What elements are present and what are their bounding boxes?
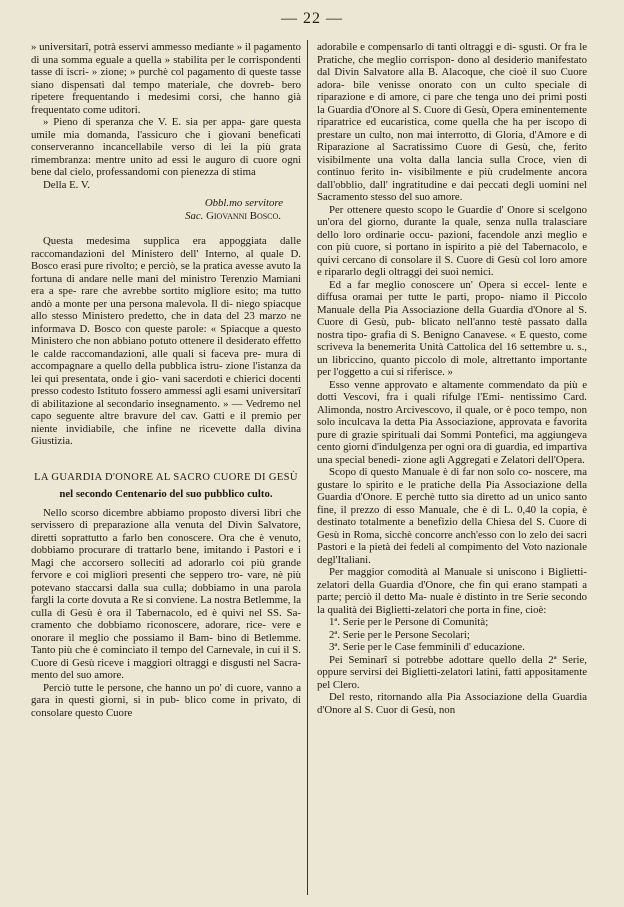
right-paragraph-7: Pei Seminarî si potrebbe adottare quello della 2ª Serie, oppure servirsi dei Biglietti-zelatori latini, fatti appositamente pel Clero. — [317, 653, 587, 691]
left-paragraph-2: » Pieno di speranza che V. E. sia per appa- gare questa umile mia domanda, l'assicuro che i giovani beneficati conserveranno incancellabile verso di lei la più grata rimembranza: mentre unito ad essi le auguro di cuore ogni bene dal cielo, professandomi con pienezza di stima — [31, 116, 301, 178]
closing-formula: Della E. V. — [43, 178, 90, 191]
column-divider — [307, 40, 308, 895]
left-paragraph-5: Nello scorso dicembre abbiamo proposto diversi libri che servissero di preparazione alla venuta del Divin Salvatore, diretti soprattutto a farlo ben conoscere. Ora che è venuto, dobbiamo procurare di trattarlo bene, imitando i Pastori e i Magi che accorsero solleciti ad adorarlo coi più grande fervore e coi migliori presenti che seppero tro- vare, nè più potevano staccarsi dalla sua culla; dobbiamo in una parola fargli la corte dovuta a Re si conviene. La nostra Betlemme, la culla di Gesù è ora il Tabernacolo, ed è quivi nel SS. Sa- cramento che dobbiamo riconoscere, adorare, rice- vere e onorare il meglio che possiamo il Bam- bino di Betlemme. Tanto più che è cominciato il tempo del Carnevale, in cui il S. Cuore di Gesù riceve i maggiori oltraggi e disgusti nel Sacra- mento del suo amore. — [31, 506, 301, 681]
right-paragraph-1: adorabile e compensarlo di tanti oltraggi e di- sgusti. Or fra le Pratiche, che meglio corrispon- dono al desiderio manifestato dal Divin Salvatore alla B. Alacoque, che cioè il suo Cuore adora- bile venisse onorato con un culto speciale di riparazione e di amore, ci pare che tenga uno dei primi posti la Guardia d'Onore al S. Cuore di Gesù, Opera eminentemente riparatrice ed eucaristica, come quella che ha per iscopo di prestare un culto, non mai interrotto, di Gloria, d'Amore e di Riparazione al Sacratissimo Cuore di Gesù, che, ferito visibilmente una volta dalla lancia sulla Croce, vien di continuo ferito in- visibilmente e più crudelmente ancora dall'obblio, dall' ingratitudine e dai peccati degli uomini nel Sacramento stesso del suo amore. — [317, 41, 587, 203]
right-paragraph-5: Scopo di questo Manuale è di far non solo co- noscere, ma gustare lo spirito e le pratiche della Pia Associazione della Guardia d'Onore. E perchè tutto sia diretto ad un unico santo fine, il prezzo di esso Manuale, che è di L. 0,40 la copia, è destinato totalmente a benefizio della Chiesa del S. Cuore di Gesù in Roma, sicchè concorre anch'esso con lo zelo dei sacri Pastori e la pietà dei fedeli al compimento del Voto nazionale degl'Italiani. — [317, 466, 587, 566]
section-title: LA GUARDIA D'ONORE AL SACRO CUORE DI GESÙ — [34, 471, 298, 483]
left-paragraph-6: Perciò tutte le persone, che hanno un po' di cuore, vanno a gara in questi giorni, si in pub- blico come in privato, di consolare questo Cuore — [31, 681, 301, 719]
signature-name: Giovanni Bosco. — [206, 209, 281, 222]
right-paragraph-4: Esso venne approvato e altamente commendato da più e dotti Vescovi, fra i quali rifulge l'Emi- nentissimo Card. Alimonda, nostro Arcivescovo, il quale, or è poco tempo, non solo inculcava la detta Pia Associazione, approvata e favorita pure di grazie spirituali dai Sommi Pontefici, ma aggiungeva cento giorni d'indulgenza per ogni ora di guardia, ed impartiva una special benedi- zione agli Aggregati e Zelatori dell'Opera. — [317, 378, 587, 466]
signature-prefix: Sac. — [185, 209, 204, 222]
left-paragraph-4: Questa medesima supplica era appoggiata dalle raccomandazioni del Ministero dell' Interno, al quale D. Bosco erasi pure rivolto; e perciò, se la pratica avesse avuto la fortuna di andare nelle mani del ministro Terenzio Mamiani era a spe- rare che avrebbe sortito migliore esito; ma tutto andò a monte per una persona malevola. Il di- niego spiacque allo stesso Ministero predetto, che in data del 23 marzo ne informava D. Bosco con queste parole: « Spiacque a questo Ministero che non abbiano potuto ottenere il desiderato effetto le calde raccomandazioni, alle quali si faceva pre- mura di accompagnare a quello della pubblica istru- zione l'istanza da lei qui presentata, onde i gio- vani sacerdoti e chierici docenti presso codesto Istituto fossero ammessi agli esami universitarî di abilitazione al secondario insegnamento. » — Vedremo nel capo seguente altre bravure del cav. Gatti e il premio per niente invidiabile, che infine ne ricevette dalla divina Giustizia. — [31, 235, 301, 447]
right-paragraph-2: Per ottenere questo scopo le Guardie d' Onore si scelgono un'ora del giorno, durante la quale, senza nulla tralasciare dello loro ordinarie occu- pazioni, facendole anzi meglio e con più cuore, si portano in ispirito a piè del Tabernacolo, e quivi cercano di consolare il S. Cuore di Gesù col loro amore e ripararlo degli oltraggi dei suoi nemici. — [317, 203, 587, 278]
signature — [31, 210, 281, 223]
left-paragraph-1: » universitarî, potrà esservi ammesso mediante » il pagamento di una somma eguale a quella » stabilita per le corrispondenti tasse di iscri- » zione; » purchè col pagamento di queste tasse siano dispensati dal tempo materiale, che dovreb- bero ripetere frequentando i medesimi corsi, che hanno già frequentato come uditori. — [31, 41, 301, 116]
section-subtitle: nel secondo Centenario del suo pubblico culto. — [59, 488, 273, 500]
left-column — [31, 41, 301, 719]
signature-role: Obbl.mo servitore — [204, 197, 283, 209]
right-paragraph-3: Ed a far meglio conoscere un' Opera si eccel- lente e diffusa oramai per tutte le parti, propo- niamo il Piccolo Manuale della Pia Associazione della Guardia d'Onore al S. Cuore di Gesù, pub- blicato nell'anno testè passato dalla nostra tipo- grafia di S. Benigno Canavese. « E questo, come scriveva la benemerita Unità Cattolica del 16 settembre u. s., un libriccino, quanto piccolo di mole, altrettanto importante per l'oggetto a cui si riferisce. » — [317, 278, 587, 378]
list-item: 1ª. Serie per le Persone di Comunità; — [329, 616, 489, 628]
list-item: 3ª. Serie per le Case femminili d' educazione. — [329, 641, 525, 653]
list-item: 2ª. Serie per le Persone Secolari; — [329, 628, 470, 641]
right-paragraph-8: Del resto, ritornando alla Pia Associazione della Guardia d'Onore al S. Cuor di Gesù, non — [317, 691, 587, 716]
right-column — [317, 41, 587, 716]
page-number: — 22 — — [281, 10, 343, 27]
right-paragraph-6: Per maggior comodità al Manuale si uniscono i Biglietti-zelatori della Guardia d'Onore, che fin qui erano stampati a parte; perciò il detto Ma- nuale è distinto in tre Serie secondo la qualità dei Biglietti-zelatori che porta in fine, cioè: — [317, 566, 587, 616]
